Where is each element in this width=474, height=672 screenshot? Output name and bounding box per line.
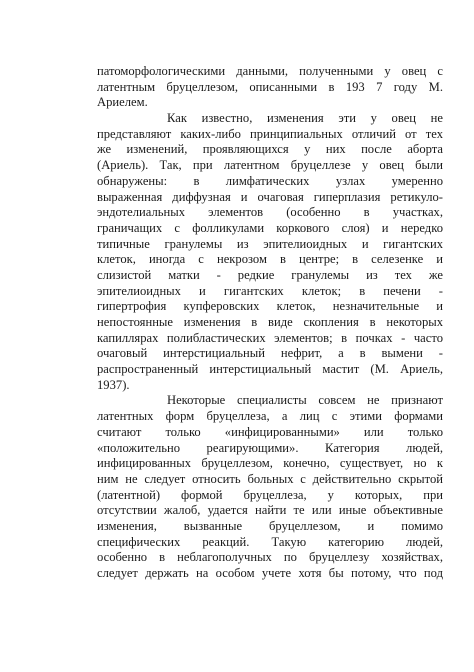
text-line: латентных форм бруцеллеза, а лиц с этими формами: [97, 409, 443, 424]
text-line: патоморфологическими данными, полученными у овец с: [97, 64, 443, 78]
text-line: 1937).: [97, 377, 130, 392]
paragraph-pathology: [97, 111, 443, 393]
text-line: обнаружены: в лимфатических узлах умеренно: [97, 173, 443, 188]
text-line: эндотелиальных элементов (особенно в участках,: [97, 205, 443, 220]
paragraph-continuation: [97, 64, 443, 111]
text-line: ним не следует относить больных с действительно скрытой: [97, 471, 443, 486]
text-line: особенно в неблагополучных по бруцеллезу хозяйствах,: [97, 550, 443, 565]
text-line: специфических реакций. Такую категорию людей,: [97, 534, 443, 549]
text-line: инфицированных бруцеллезом, конечно, существует, но к: [97, 456, 443, 471]
text-line: распространенный интерстициальный мастит (М. Ариель,: [97, 362, 443, 377]
text-line: клеток, иногда с некрозом в центре; в селезенке и: [97, 252, 443, 267]
text-line: изменения, вызванные бруцеллезом, и помимо: [97, 518, 443, 533]
text-line: Как известно, изменения эти у овец не: [167, 111, 443, 126]
text-line: Некоторые специалисты совсем не признают: [167, 393, 443, 408]
text-line: следует держать на особом учете хотя бы потому, что под: [97, 566, 443, 580]
text-line: эпителиоидных и гигантских клеток; в печени -: [97, 283, 443, 298]
text-line: считают только «инфицированными» или только: [97, 424, 443, 439]
text-line: гипертрофия купферовских клеток, незначительные и: [97, 299, 443, 314]
body-text: [97, 64, 443, 582]
text-line: типичные гранулемы из эпителиоидных и гигантских: [97, 236, 443, 251]
paragraph-latent-forms: [97, 393, 443, 581]
text-line: представляют каких-либо принципиальных отличий от тех: [97, 126, 443, 141]
text-line: очаговый интерстициальный нефрит, а в вымени -: [97, 346, 443, 361]
text-line: латентным бруцеллезом, описанными в 193 7 году М.: [97, 79, 443, 94]
text-line: (латентной) формой бруцеллеза, у которых, при: [97, 487, 443, 502]
text-line: (Ариель). Так, при латентном бруцеллезе у овец были: [97, 158, 443, 173]
text-line: же изменений, проявляющихся у них после аборта: [97, 142, 443, 157]
text-line: слизистой матки - редкие гранулемы из тех же: [97, 267, 443, 282]
text-line: выраженная диффузная и очаговая гиперплазия ретикуло-: [97, 189, 443, 204]
text-line: граничащих с фолликулами коркового слоя) и нередко: [97, 220, 443, 235]
text-line: «положительно реагирующими». Категория людей,: [97, 440, 443, 455]
text-line: отсутствии жалоб, удается найти те или иные объективные: [97, 503, 443, 518]
text-line: непостоянные изменения в виде скопления в некоторых: [97, 315, 443, 329]
text-line: капиллярах полибластических элементов; в почках - часто: [97, 330, 443, 345]
text-line: Ариелем.: [97, 95, 148, 110]
